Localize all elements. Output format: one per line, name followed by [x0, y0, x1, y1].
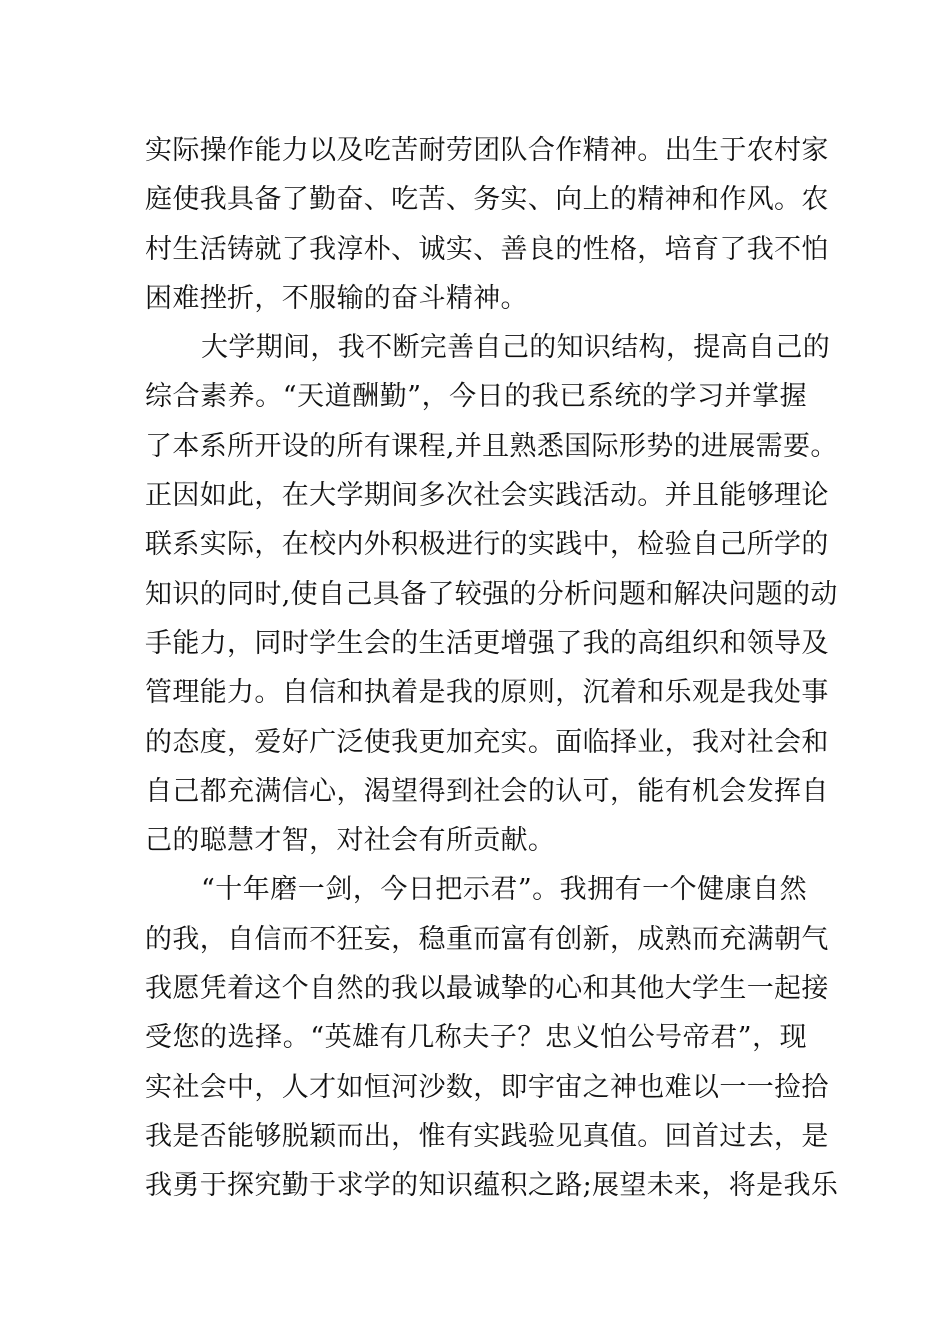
body-text: [145, 126, 839, 1211]
text-line: 了本系所开设的所有课程,并且熟悉国际形势的进展需要。: [145, 430, 838, 462]
paragraph-start-line: “十年磨一剑，今日把示君”。我拥有一个健康自然: [201, 874, 807, 906]
text-line: 村生活铸就了我淳朴、诚实、善良的性格，培育了我不怕: [145, 233, 829, 265]
text-line: 联系实际，在校内外积极进行的实践中，检验自己所学的: [145, 529, 829, 561]
text-line: 实际操作能力以及吃苦耐劳团队合作精神。出生于农村家: [145, 135, 829, 166]
text-line: 我勇于探究勤于求学的知识蕴积之路;展望未来，将是我乐: [145, 1170, 839, 1202]
text-line: 的态度，爱好广泛使我更加充实。面临择业，我对社会和: [145, 726, 829, 758]
text-line: 困难挫折，不服输的奋斗精神。: [145, 282, 528, 314]
text-line: 知识的同时,使自己具备了较强的分析问题和解决问题的动: [145, 578, 838, 610]
text-line: 自己都充满信心，渴望得到社会的认可，能有机会发挥自: [145, 775, 829, 807]
text-line: 受您的选择。“英雄有几称夫子？忠义怕公号帝君”，现: [145, 1022, 807, 1054]
text-line: 我愿凭着这个自然的我以最诚挚的心和其他大学生一起接: [145, 973, 829, 1005]
text-line: 正因如此，在大学期间多次社会实践活动。并且能够理论: [145, 480, 829, 512]
text-line: 手能力，同时学生会的生活更增强了我的高组织和领导及: [145, 627, 829, 659]
text-line: 我是否能够脱颖而出，惟有实践验见真值。回首过去，是: [145, 1120, 829, 1152]
text-line: 的我，自信而不狂妄，稳重而富有创新，成熟而充满朝气: [145, 923, 829, 955]
text-line: 己的聪慧才智，对社会有所贡献。: [145, 825, 556, 857]
text-line: 综合素养。“天道酬勤”，今日的我已系统的学习并掌握: [145, 381, 807, 413]
text-line: 实社会中，人才如恒河沙数，即宇宙之神也难以一一捡拾: [145, 1071, 829, 1103]
text-line: 管理能力。自信和执着是我的原则，沉着和乐观是我处事: [145, 677, 829, 709]
text-line: 庭使我具备了勤奋、吃苦、务实、向上的精神和作风。农: [145, 184, 829, 216]
paragraph-start-line: 大学期间，我不断完善自己的知识结构，提高自己的: [201, 332, 831, 364]
